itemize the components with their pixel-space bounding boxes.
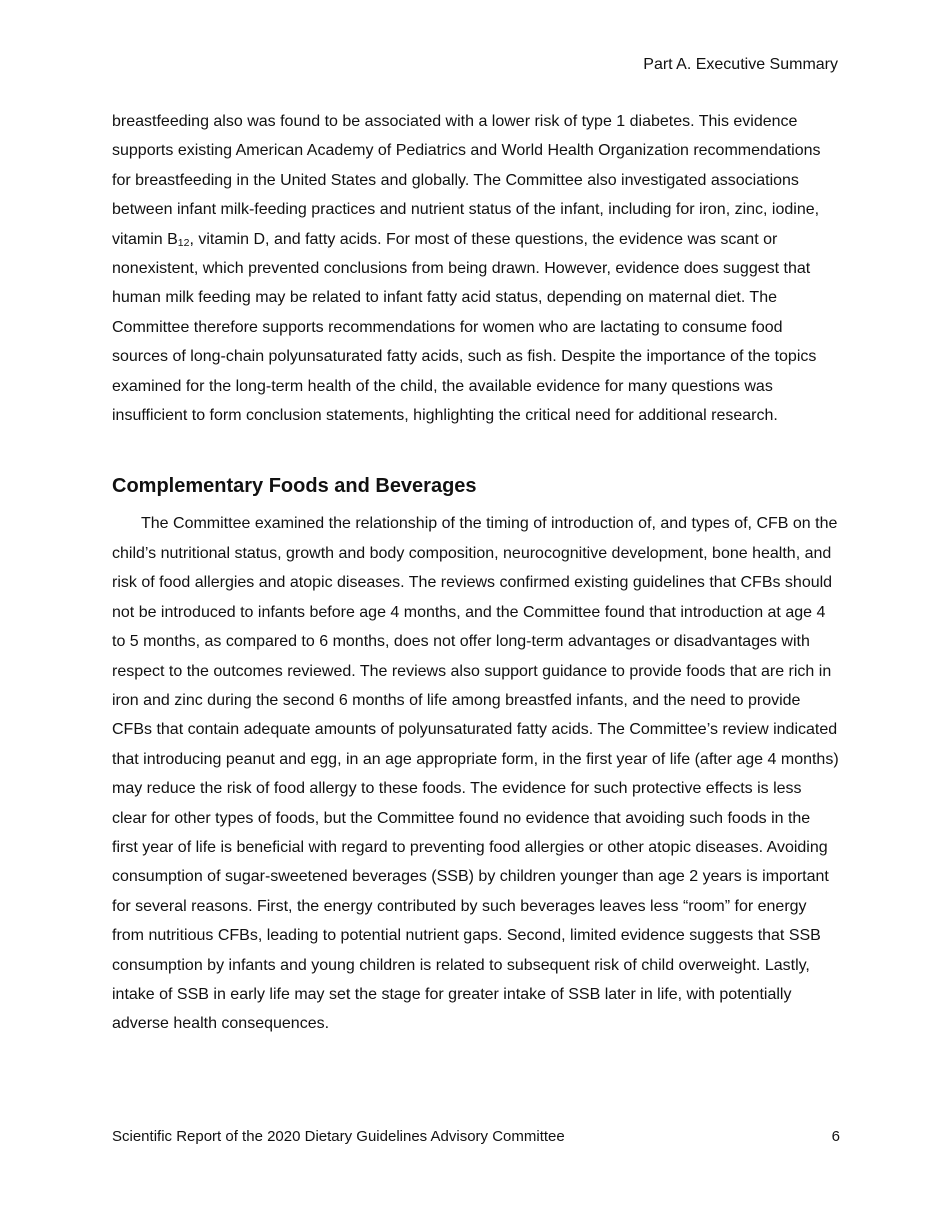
- running-header: Part A. Executive Summary: [643, 56, 838, 73]
- paragraph-text-continued: , vitamin D, and fatty acids. For most of these questions, the evidence was scant or nonexistent, which prevented conclusions from being drawn. However, evidence does suggest that human milk feeding may be related to infant fatty acid status, depending on maternal diet. The Committee therefore supports recommendations for women who are lactating to consume food sources of long-chain polyunsaturated fatty acids, such as fish. Despite the importance of the topics examined for the long-term health of the child, the available evidence for many questions was insufficient to form conclusion statements, highlighting the critical need for additional research.: [112, 230, 817, 425]
- page-body: [112, 107, 840, 1039]
- section-heading: Complementary Foods and Beverages: [112, 475, 477, 498]
- subscript-12: 12: [177, 236, 190, 249]
- page-footer: [112, 1127, 840, 1147]
- footer-report-title: Scientific Report of the 2020 Dietary Guidelines Advisory Committee: [112, 1128, 565, 1145]
- body-paragraph-breastfeeding: [112, 107, 840, 430]
- body-paragraph-complementary-foods: The Committee examined the relationship of the timing of introduction of, and types of, CFB on the child’s nutritional status, growth and body composition, neurocognitive development, bone health, and risk of food allergies and atopic diseases. The reviews confirmed existing guidelines that CFBs should not be introduced to infants before age 4 months, and the Committee found that introduction at age 4 to 5 months, as compared to 6 months, does not offer long-term advantages or disadvantages with respect to the outcomes reviewed. The reviews also support guidance to provide foods that are rich in iron and zinc during the second 6 months of life among breastfed infants, and the need to provide CFBs that contain adequate amounts of polyunsaturated fatty acids. The Committee’s review indicated that introducing peanut and egg, in an age appropriate form, in the first year of life (after age 4 months) may reduce the risk of food allergy to these foods. The evidence for such protective effects is less clear for other types of foods, but the Committee found no evidence that avoiding such foods in the first year of life is beneficial with regard to preventing food allergies or other atopic diseases. Avoiding consumption of sugar-sweetened beverages (SSB) by children younger than age 2 years is important for several reasons. First, the energy contributed by such beverages leaves less “room” for energy from nutritious CFBs, leading to potential nutrient gaps. Second, limited evidence suggests that SSB consumption by infants and young children is related to subsequent risk of child overweight. Lastly, intake of SSB in early life may set the stage for greater intake of SSB later in life, with potentially adverse health consequences.: [112, 515, 839, 1033]
- paragraph-text: breastfeeding also was found to be associated with a lower risk of type 1 diabetes. This evidence supports existing American Academy of Pediatrics and World Health Organization recommendations for breastfeeding in the United States and globally. The Committee also investigated associations between infant milk-feeding practices and nutrient status of the infant, including for iron, zinc, iodine, vitamin B: [112, 113, 821, 248]
- page-number: 6: [831, 1128, 840, 1145]
